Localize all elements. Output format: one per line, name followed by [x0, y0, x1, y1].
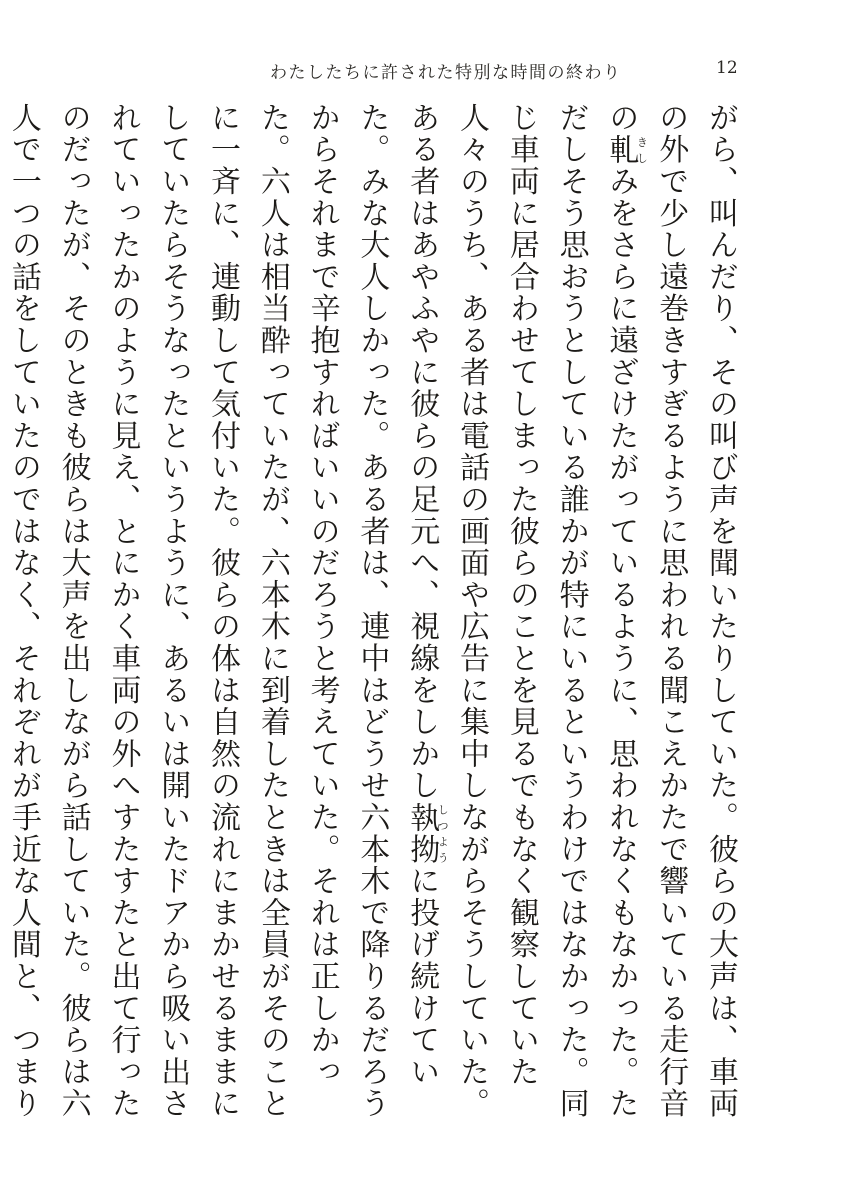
ruby-kishi	[603, 133, 649, 166]
page-number: 12	[716, 58, 738, 78]
body-text	[0, 102, 745, 1132]
body-paragraph	[0, 102, 745, 1132]
ruby-shitsuyou	[404, 801, 450, 866]
running-head-title: わたしたちに許された特別な時間の終わり	[270, 63, 622, 83]
ruby-reading: しつよう	[436, 801, 450, 866]
ruby-reading: きし	[635, 133, 649, 166]
ruby-base: 執拗	[404, 801, 440, 866]
body-text-part-1: がら、叫んだり、その叫び声を聞いたりしていた。彼らの大声は、車両の外で少し遠巻きすぎるように思われる聞こえかたで響いている走行音の	[603, 102, 738, 1120]
ruby-base: 軋	[603, 133, 639, 166]
body-text-part-3: に投げ続けていた。みな大人しかった。ある者は、連中はどうせ六本木で降りるだろうからそれまで辛抱すればいいのだろうと考えていた。それは正しかった。六人は相当酔っていたが、六本木に到着したときは全員がそのことに一斉に、連動して気付いた。彼らの体は自然の流れにまかせるままにしていたらそうなったというように、あるいは開いたドアから吸い出されていったかのように見え、とにかく車両の外へすたすたと出て行ったのだったが、そのときも彼らは大声を出しながら話していた。彼らは六人で一つの話をしていたのではなく、それぞれが手近な人間と、つまり	[5, 102, 440, 1120]
body-text-part-2: みをさらに遠ざけたがっているように、思われなくもなかった。ただしそう思おうとしている誰かが特にいるというわけではなかった。同じ車両に居合わせてしまった彼らのことを見るでもなく観察していた人々のうち、ある者は電話の画面や広告に集中しながらそうしていた。ある者はあやふやに彼らの足元へ、視線をしかし	[404, 102, 639, 1120]
